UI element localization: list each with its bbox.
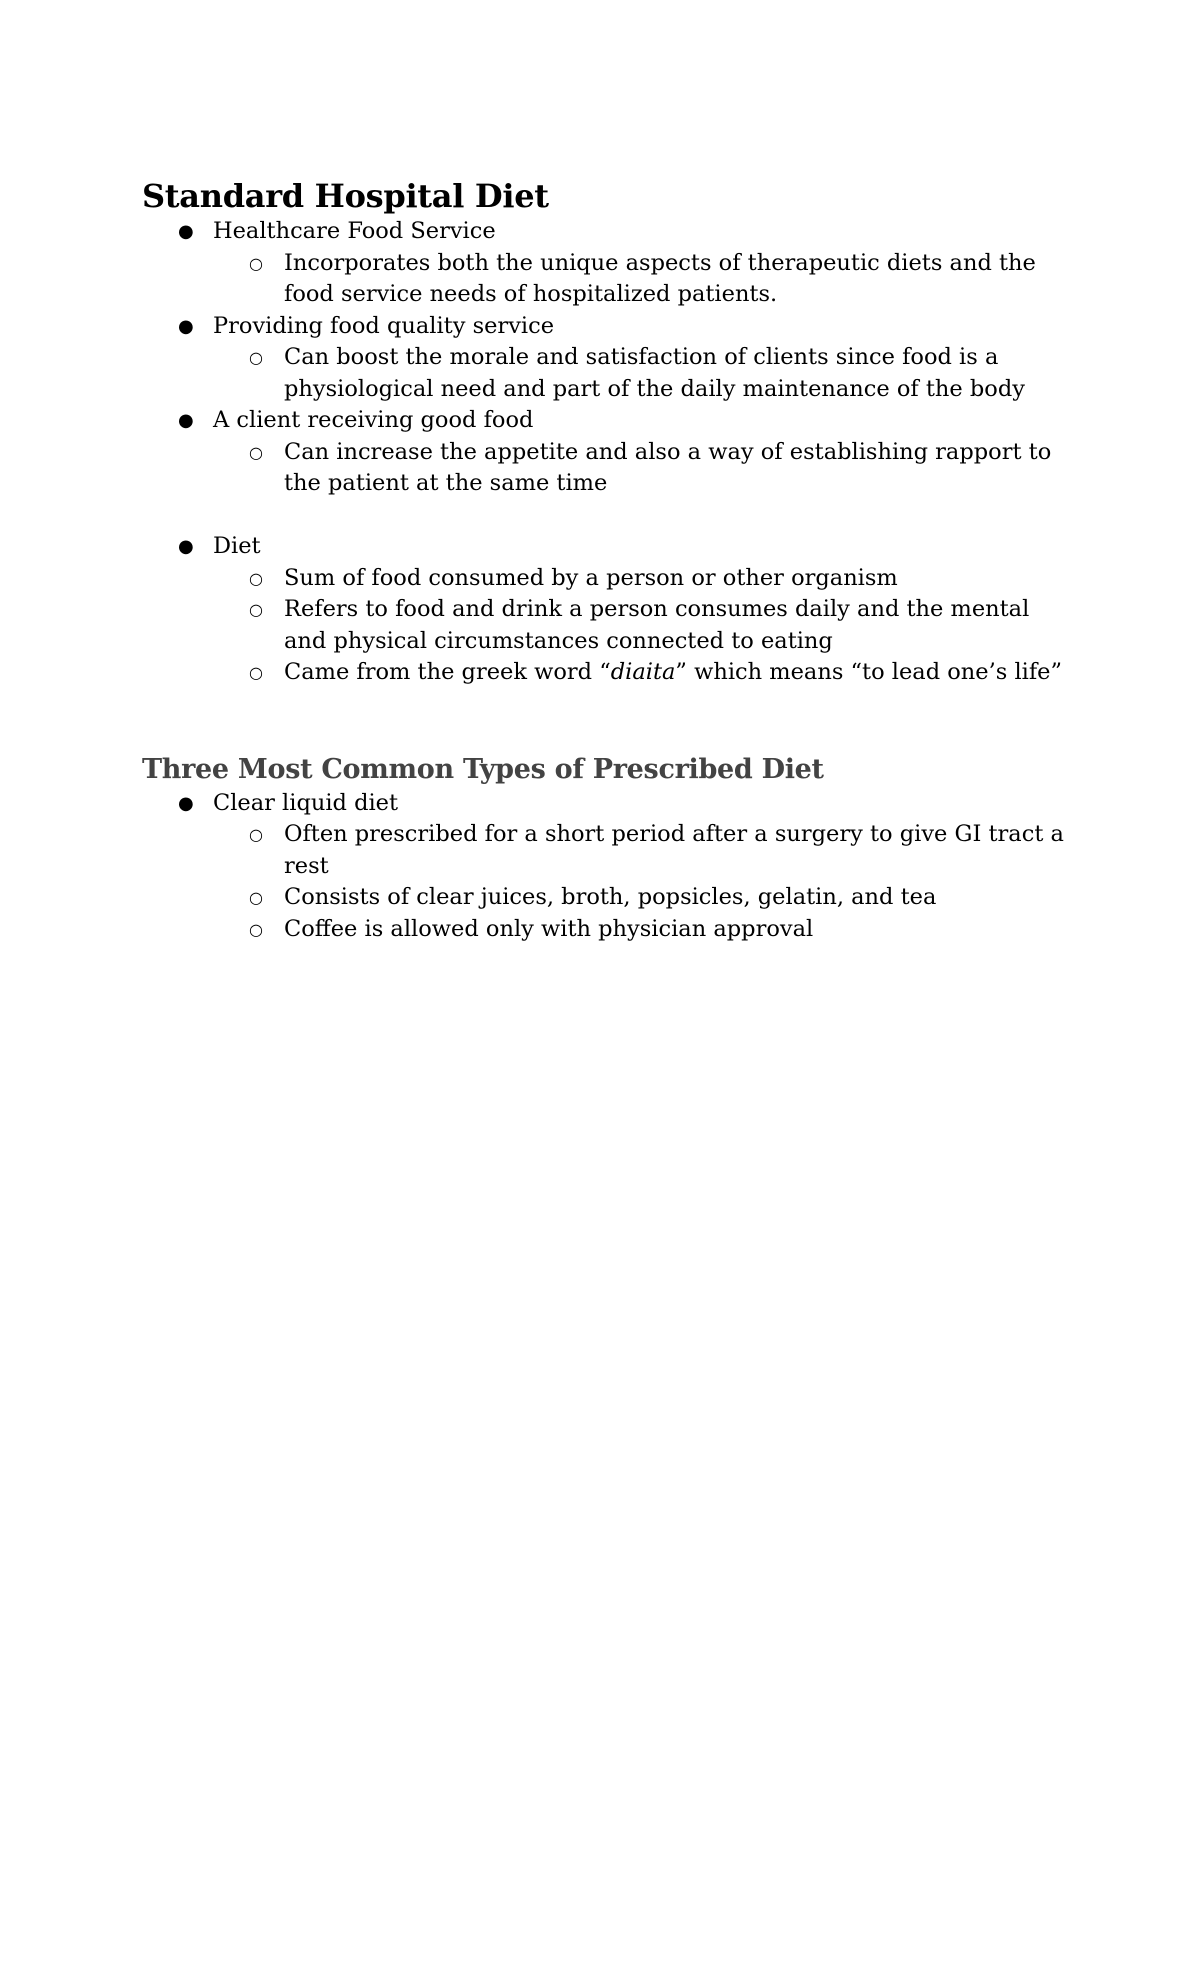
sub-list — [213, 437, 1072, 500]
sub-list — [213, 563, 1072, 689]
bullet-list — [142, 531, 1072, 689]
sub-list-item-text: Incorporates both the unique aspects of therapeutic diets and the food service needs of hospitalized patients. — [284, 249, 1036, 307]
greek-word: diaita — [610, 659, 676, 685]
sub-list — [213, 342, 1072, 405]
sub-list-item-text: Consists of clear juices, broth, popsicles, gelatin, and tea — [284, 884, 937, 910]
sub-list-item — [213, 248, 1072, 311]
greek-text-after: ” which means “to lead one’s life” — [675, 659, 1062, 685]
hollow-bullet-icon: ○ — [249, 888, 263, 907]
list-item-text: Providing food quality service — [213, 312, 555, 339]
hollow-bullet-icon: ○ — [249, 253, 263, 273]
greek-text-before: Came from the greek word “ — [284, 659, 611, 685]
list-item — [142, 311, 1072, 406]
list-item — [142, 788, 1072, 946]
sub-list-item — [213, 563, 1072, 595]
sub-list-item — [213, 594, 1072, 657]
filled-bullet-icon: ● — [178, 410, 194, 431]
list-item-text: Diet — [213, 533, 261, 559]
list-item-text: Clear liquid diet — [213, 789, 399, 816]
filled-bullet-icon: ● — [178, 792, 194, 814]
filled-bullet-icon: ● — [178, 315, 194, 337]
blank-line — [142, 500, 1072, 532]
sub-list-item — [213, 657, 1072, 689]
sub-list-item-text — [284, 659, 1062, 685]
blank-line — [142, 689, 1072, 752]
sub-list-item-text: Coffee is allowed only with physician approval — [284, 915, 814, 942]
sub-list — [213, 248, 1072, 311]
hollow-bullet-icon: ○ — [249, 568, 263, 588]
bullet-list — [142, 216, 1072, 500]
hollow-bullet-icon: ○ — [249, 825, 263, 844]
sub-list-item-text: Often prescribed for a short period after a surgery to give GI tract a rest — [284, 821, 1064, 879]
sub-list-item — [213, 819, 1072, 882]
sub-list-item — [213, 437, 1072, 500]
list-item — [142, 216, 1072, 311]
hollow-bullet-icon: ○ — [249, 919, 263, 939]
list-item-text: A client receiving good food — [213, 407, 534, 433]
hollow-bullet-icon: ○ — [249, 348, 263, 367]
hollow-bullet-icon: ○ — [249, 442, 263, 462]
sub-list-item — [213, 342, 1072, 405]
sub-list-item-text: Refers to food and drink a person consumes daily and the mental and physical circumstances connected to eating — [284, 596, 1030, 654]
sub-list — [213, 819, 1072, 945]
page-title: Standard Hospital Diet — [142, 177, 549, 215]
sub-list-item — [213, 914, 1072, 946]
bullet-list — [142, 788, 1072, 946]
filled-bullet-icon: ● — [178, 536, 194, 557]
section-heading: Three Most Common Types of Prescribed Diet — [142, 753, 824, 785]
sub-list-item-text: Can boost the morale and satisfaction of clients since food is a physiological need and part of the daily maintenance of the body — [284, 344, 1025, 402]
list-item-text: Healthcare Food Service — [213, 218, 496, 244]
filled-bullet-icon: ● — [178, 221, 194, 242]
hollow-bullet-icon: ○ — [249, 663, 263, 682]
sub-list-item — [213, 882, 1072, 914]
hollow-bullet-icon: ○ — [249, 600, 263, 619]
list-item — [142, 405, 1072, 500]
document-page — [142, 176, 1072, 945]
list-item — [142, 531, 1072, 689]
sub-list-item-text: Can increase the appetite and also a way of establishing rapport to the patient at the same time — [284, 438, 1052, 496]
sub-list-item-text: Sum of food consumed by a person or other organism — [284, 564, 898, 591]
